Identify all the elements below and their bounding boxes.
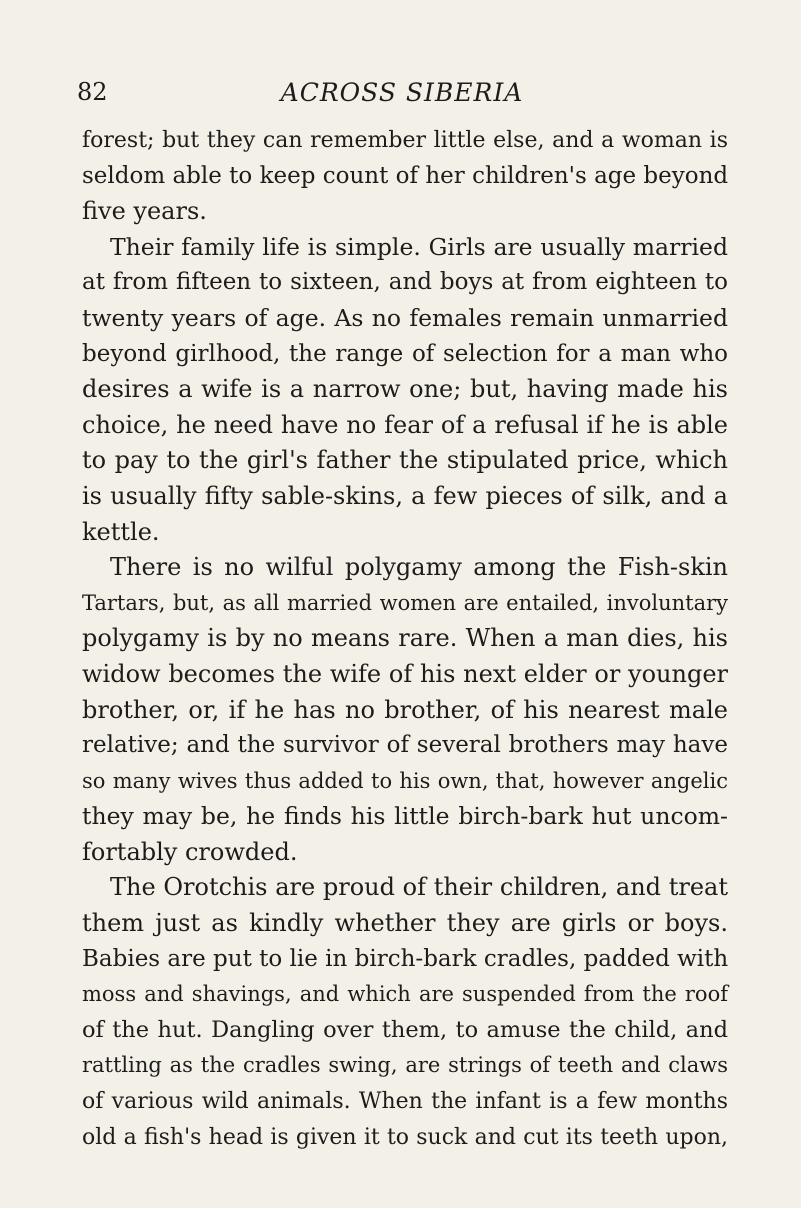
text-line: relative; and the survivor of several brothers may have (82, 732, 728, 759)
page-number: 82 (77, 78, 108, 106)
paragraph-start-line: There is no wilful polygamy among the Fish-skin (110, 553, 728, 582)
text-line: Tartars, but, as all married women are entailed, involuntary (82, 590, 728, 615)
page-header (77, 78, 727, 112)
body-text (82, 123, 728, 1155)
text-line: moss and shavings, and which are suspended from the roof (82, 982, 728, 1007)
text-line: kettle. (82, 517, 160, 546)
text-line: Babies are put to lie in birch-bark cradles, padded with (82, 945, 729, 972)
text-line: is usually fifty sable-skins, a few pieces of silk, and a (82, 481, 728, 510)
text-line: choice, he need have no fear of a refusal if he is able (82, 410, 728, 439)
text-line: at from fifteen to sixteen, and boys at from eighteen to (82, 269, 728, 296)
text-line: so many wives thus added to his own, that, however angelic (82, 768, 728, 793)
running-head: ACROSS SIBERIA (280, 78, 524, 107)
text-line: fortably crowded. (82, 837, 298, 866)
text-line: widow becomes the wife of his next elder or younger (82, 659, 728, 688)
paragraph-start-line: Their family life is simple. Girls are usually married (110, 232, 728, 261)
text-line: rattling as the cradles swing, are strings of teeth and claws (82, 1053, 728, 1078)
text-line: of the hut. Dangling over them, to amuse the child, and (82, 1016, 728, 1043)
text-line: to pay to the girl's father the stipulated price, which (82, 446, 728, 475)
paragraph-start-line: The Orotchis are proud of their children, and treat (110, 873, 728, 902)
text-line: desires a wife is a narrow one; but, having made his (82, 375, 728, 404)
text-line: five years. (82, 197, 207, 226)
text-line: seldom able to keep count of her children's age beyond (82, 162, 729, 189)
text-line: polygamy is by no means rare. When a man dies, his (82, 624, 728, 653)
text-line: they may be, he finds his little birch-bark hut uncom- (82, 802, 728, 831)
text-line: beyond girlhood, the range of selection for a man who (82, 340, 728, 367)
text-line: twenty years of age. As no females remain unmarried (82, 303, 728, 332)
text-line: old a fish's head is given it to suck and cut its teeth upon, (82, 1124, 728, 1150)
text-line: them just as kindly whether they are girls or boys. (82, 909, 728, 938)
text-line: brother, or, if he has no brother, of his nearest male (82, 695, 728, 724)
text-line: forest; but they can remember little else, and a woman is (82, 128, 728, 153)
text-line: of various wild animals. When the infant is a few months (82, 1089, 728, 1115)
